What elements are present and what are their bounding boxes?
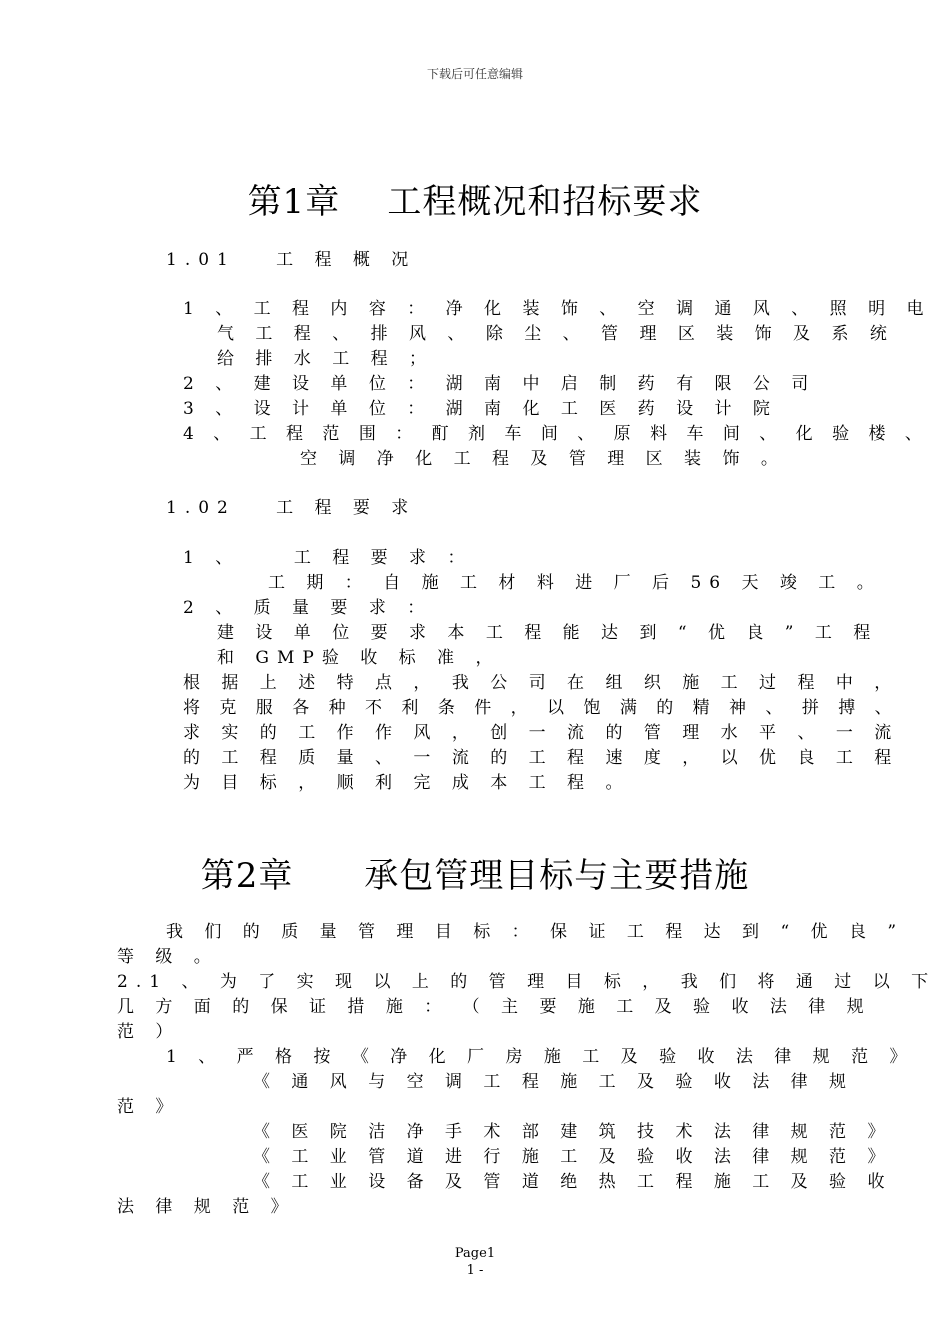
section-1-01-heading: 1.01 工 程 概 况 bbox=[166, 250, 417, 270]
ch2-line-5: 范 ） bbox=[117, 1022, 181, 1042]
s102-line-4: 建 设 单 位 要 求 本 工 程 能 达 到 “ 优 良 ” 工 程 bbox=[217, 623, 879, 643]
chapter-1-title: 第1章 工程概况和招标要求 bbox=[247, 182, 703, 222]
s102-line-10: 为 目 标 ， 顺 利 完 成 本 工 程 。 bbox=[183, 773, 631, 793]
ch2-line-3: 2.1 、 为 了 实 现 以 上 的 管 理 目 标 ， 我 们 将 通 过 以 下 bbox=[117, 972, 937, 992]
s102-line-7: 将 克 服 各 种 不 利 条 件 ， 以 饱 满 的 精 神 、 拼 搏 、 bbox=[183, 698, 899, 718]
s102-line-3: 2 、 质 量 要 求 ： bbox=[183, 598, 433, 618]
ch2-line-12: 法 律 规 范 》 bbox=[117, 1197, 296, 1217]
s101-line-4: 2 、 建 设 单 位 ： 湖 南 中 启 制 药 有 限 公 司 bbox=[183, 374, 817, 394]
ch2-line-8: 范 》 bbox=[117, 1097, 181, 1117]
ch2-line-10: 《 工 业 管 道 进 行 施 工 及 验 收 法 律 规 范 》 bbox=[253, 1147, 893, 1167]
ch2-line-11: 《 工 业 设 备 及 管 道 绝 热 工 程 施 工 及 验 收 bbox=[253, 1172, 893, 1192]
s101-line-7: 空 调 净 化 工 程 及 管 理 区 装 饰 。 bbox=[300, 449, 786, 469]
chapter-2-title: 第2章 承包管理目标与主要措施 bbox=[200, 856, 750, 896]
s101-line-3: 给 排 水 工 程 ； bbox=[217, 349, 435, 369]
page-header: 下载后可任意编辑 bbox=[426, 67, 523, 81]
s102-line-2: 工 期 ： 自 施 工 材 料 进 厂 后 56 天 竣 工 。 bbox=[268, 573, 882, 593]
s101-line-6: 4 、 工 程 范 围 ： 酊 剂 车 间 、 原 料 车 间 、 化 验 楼 、 bbox=[183, 424, 929, 444]
ch2-line-4: 几 方 面 的 保 证 措 施 ： （ 主 要 施 工 及 验 收 法 律 规 bbox=[117, 997, 872, 1017]
ch2-line-1: 我 们 的 质 量 管 理 目 标 ： 保 证 工 程 达 到 “ 优 良 ” bbox=[166, 922, 905, 942]
section-1-02-heading: 1.02 工 程 要 求 bbox=[166, 498, 417, 518]
s102-line-8: 求 实 的 工 作 作 风 ， 创 一 流 的 管 理 水 平 、 一 流 bbox=[183, 723, 900, 743]
s101-line-2: 气 工 程 、 排 风 、 除 尘 、 管 理 区 装 饰 及 系 统 bbox=[217, 324, 895, 344]
s101-line-1: 1 、 工 程 内 容 ： 净 化 装 饰 、 空 调 通 风 、 照 明 电 bbox=[183, 299, 932, 319]
ch2-line-2: 等 级 。 bbox=[117, 947, 219, 967]
s102-line-1: 1 、 工 程 要 求 ： bbox=[183, 548, 473, 568]
s102-line-9: 的 工 程 质 量 、 一 流 的 工 程 速 度 ， 以 优 良 工 程 bbox=[183, 748, 900, 768]
s102-line-6: 根 据 上 述 特 点 ， 我 公 司 在 组 织 施 工 过 程 中 ， bbox=[183, 673, 900, 693]
s101-line-5: 3 、 设 计 单 位 ： 湖 南 化 工 医 药 设 计 院 bbox=[183, 399, 778, 419]
ch2-line-7: 《 通 风 与 空 调 工 程 施 工 及 验 收 法 律 规 bbox=[253, 1072, 855, 1092]
ch2-line-9: 《 医 院 洁 净 手 术 部 建 筑 技 术 法 律 规 范 》 bbox=[253, 1122, 893, 1142]
footer-page-label: Page1 bbox=[454, 1246, 496, 1261]
ch2-line-6: 1 、 严 格 按 《 净 化 厂 房 施 工 及 验 收 法 律 规 范 》 bbox=[166, 1047, 915, 1067]
s102-line-5: 和 GMP验 收 标 准 ， bbox=[217, 648, 501, 668]
footer-page-number: 1 - bbox=[466, 1263, 484, 1278]
